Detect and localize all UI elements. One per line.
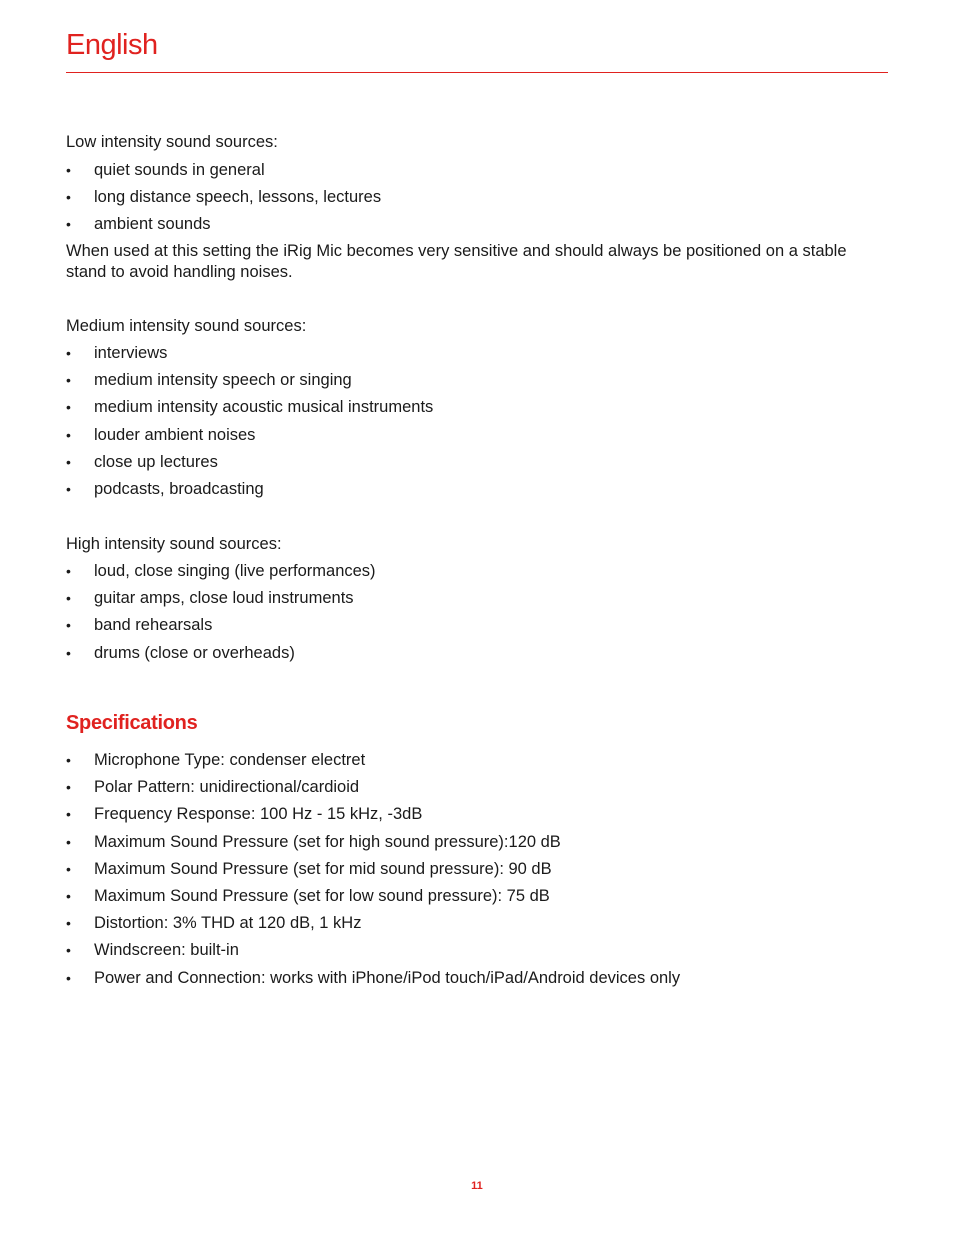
list-item-text: Polar Pattern: unidirectional/cardioid bbox=[94, 778, 360, 797]
bullet-icon: • bbox=[66, 806, 71, 823]
bullet-icon: • bbox=[66, 617, 71, 634]
list-item bbox=[66, 886, 680, 913]
list-item bbox=[66, 561, 376, 588]
list-item-text: podcasts, broadcasting bbox=[94, 479, 264, 498]
header-divider bbox=[66, 72, 888, 73]
list-item-text: Maximum Sound Pressure (set for high sound pressure):120 dB bbox=[94, 832, 561, 851]
bullet-icon: • bbox=[66, 453, 71, 470]
list-item bbox=[66, 370, 433, 397]
list-item bbox=[66, 187, 381, 214]
list-item bbox=[66, 940, 680, 967]
bullet-icon: • bbox=[66, 942, 71, 959]
specifications-list bbox=[66, 750, 680, 995]
list-item-text: close up lectures bbox=[94, 452, 218, 471]
bullet-icon: • bbox=[66, 372, 71, 389]
list-item bbox=[66, 214, 381, 241]
bullet-icon: • bbox=[66, 426, 71, 443]
list-item bbox=[66, 397, 433, 424]
bullet-icon: • bbox=[66, 399, 71, 416]
list-item-text: loud, close singing (live performances) bbox=[94, 562, 376, 580]
list-item bbox=[66, 968, 680, 995]
low-intensity-note: When used at this setting the iRig Mic becomes very sensitive and should always be positioned on a stable stand to avoid handling noises. bbox=[66, 242, 847, 281]
list-item bbox=[66, 859, 680, 886]
list-item bbox=[66, 588, 376, 615]
list-item bbox=[66, 160, 381, 187]
bullet-icon: • bbox=[66, 644, 71, 661]
page-number: 11 bbox=[471, 1180, 483, 1192]
bullet-icon: • bbox=[66, 969, 71, 986]
specifications-heading: Specifications bbox=[66, 712, 198, 734]
high-intensity-intro: High intensity sound sources: bbox=[66, 535, 282, 553]
list-item bbox=[66, 343, 433, 370]
low-intensity-intro: Low intensity sound sources: bbox=[66, 133, 278, 151]
bullet-icon: • bbox=[66, 563, 71, 579]
list-item-text: Windscreen: built-in bbox=[94, 941, 239, 960]
list-item-text: Maximum Sound Pressure (set for mid sound pressure): 90 dB bbox=[94, 859, 552, 878]
list-item-text: guitar amps, close loud instruments bbox=[94, 589, 354, 608]
medium-intensity-intro: Medium intensity sound sources: bbox=[66, 317, 307, 335]
bullet-icon: • bbox=[66, 189, 71, 206]
list-item bbox=[66, 777, 680, 804]
bullet-icon: • bbox=[66, 752, 71, 768]
list-item-text: Maximum Sound Pressure (set for low sound pressure): 75 dB bbox=[94, 886, 550, 905]
list-item-text: ambient sounds bbox=[94, 215, 211, 234]
medium-intensity-list bbox=[66, 343, 433, 506]
list-item-text: medium intensity acoustic musical instruments bbox=[94, 398, 434, 417]
list-item-text: Frequency Response: 100 Hz - 15 kHz, -3dB bbox=[94, 805, 423, 824]
list-item-text: long distance speech, lessons, lectures bbox=[94, 188, 382, 207]
bullet-icon: • bbox=[66, 162, 71, 178]
page-title: English bbox=[66, 29, 158, 61]
list-item bbox=[66, 804, 680, 831]
bullet-icon: • bbox=[66, 216, 71, 233]
high-intensity-list bbox=[66, 561, 376, 670]
low-intensity-list bbox=[66, 160, 381, 242]
bullet-icon: • bbox=[66, 779, 71, 796]
list-item bbox=[66, 425, 433, 452]
list-item-text: band rehearsals bbox=[94, 616, 213, 635]
list-item bbox=[66, 913, 680, 940]
bullet-icon: • bbox=[66, 345, 71, 361]
list-item bbox=[66, 479, 433, 506]
bullet-icon: • bbox=[66, 887, 71, 904]
bullet-icon: • bbox=[66, 480, 71, 497]
list-item bbox=[66, 452, 433, 479]
list-item-text: quiet sounds in general bbox=[94, 161, 265, 179]
list-item-text: medium intensity speech or singing bbox=[94, 371, 352, 390]
list-item-text: interviews bbox=[94, 344, 168, 362]
list-item-text: Microphone Type: condenser electret bbox=[94, 751, 366, 769]
list-item bbox=[66, 750, 680, 777]
list-item bbox=[66, 832, 680, 859]
list-item-text: Distortion: 3% THD at 120 dB, 1 kHz bbox=[94, 914, 362, 933]
bullet-icon: • bbox=[66, 833, 71, 850]
bullet-icon: • bbox=[66, 915, 71, 932]
list-item-text: drums (close or overheads) bbox=[94, 643, 295, 662]
bullet-icon: • bbox=[66, 860, 71, 877]
list-item-text: Power and Connection: works with iPhone/iPod touch/iPad/Android devices only bbox=[94, 968, 681, 987]
list-item-text: louder ambient noises bbox=[94, 425, 256, 444]
bullet-icon: • bbox=[66, 590, 71, 607]
list-item bbox=[66, 643, 376, 670]
list-item bbox=[66, 615, 376, 642]
